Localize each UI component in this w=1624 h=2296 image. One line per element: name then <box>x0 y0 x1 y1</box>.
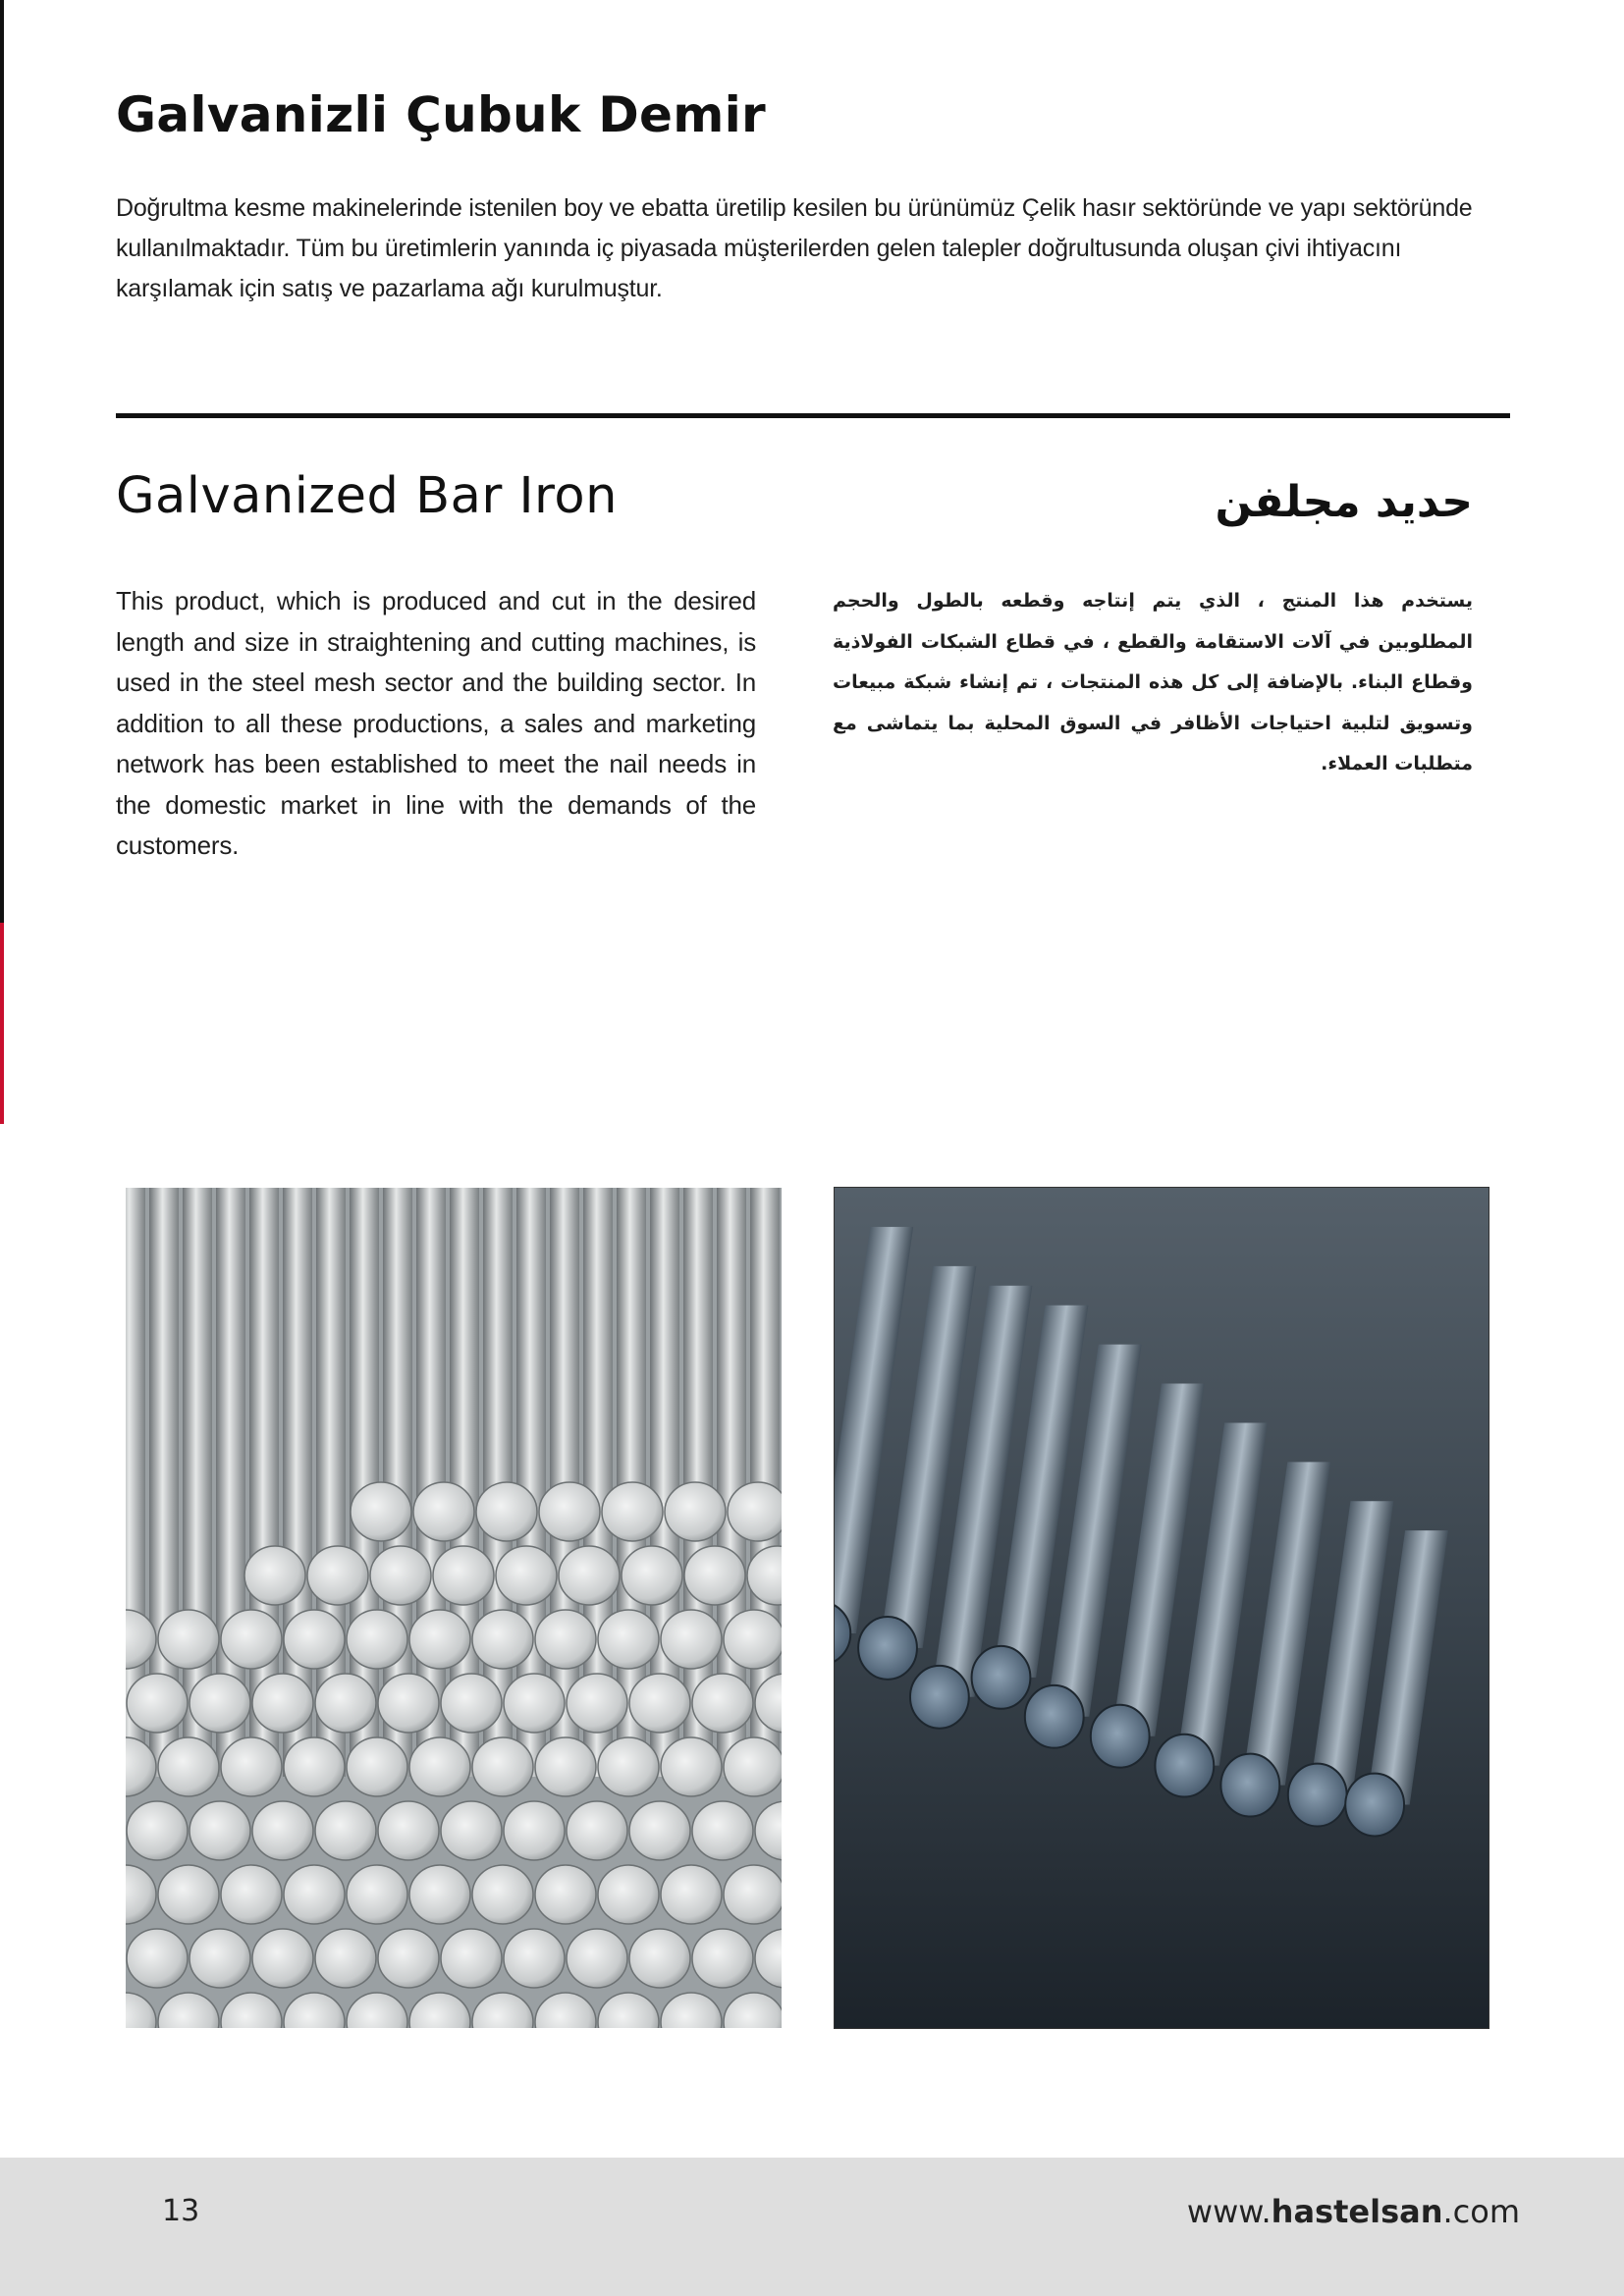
website-suffix: .com <box>1442 2193 1520 2230</box>
english-body: This product, which is produced and cut in the desired length and size in straightening and cutting machines, is used in the steel mesh sector and the building sector. In addition to all these productions, a sales and marketing network has been established to meet the nail needs in the domestic market in line with the demands of the customers. <box>116 586 756 860</box>
steel-bars-photo <box>126 1188 782 2028</box>
page-number: 13 <box>162 2194 200 2228</box>
section-divider <box>116 413 1510 418</box>
turkish-title: Galvanizli Çubuk Demir <box>116 86 767 143</box>
website-prefix: www. <box>1186 2193 1272 2230</box>
website-brand: hastelsan <box>1271 2193 1443 2230</box>
turkish-body: Doğrultma kesme makinelerinde istenilen boy ve ebatta üretilip kesilen bu ürünümüz Çelik hasır sektöründe ve yapı sektöründe kullanılmaktadır. Tüm bu üretimlerin yanında iç piyasada müşterilerden gelen talepler doğrultusunda oluşan çivi ihtiyacını karşılamak için satış ve pazarlama ağı kurulmuştur. <box>116 194 1473 302</box>
edge-bar-black <box>0 0 4 923</box>
arabic-title: حديد مجلفن <box>1215 477 1473 527</box>
website-link[interactable] <box>1187 2193 1520 2230</box>
english-title: Galvanized Bar Iron <box>116 467 618 525</box>
galvanized-rods-photo-art <box>835 1188 1489 2028</box>
arabic-body: يستخدم هذا المنتج ، الذي يتم إنتاجه وقطعه بالطول والحجم المطلوبين في آلات الاستقامة والقطع ، في قطاع الشبكات الفولاذية وقطاع البناء. بالإضافة إلى كل هذه المنتجات ، تم إنشاء شبكة مبيعات وتسويق لتلبية احتياجات الأظافر في السوق المحلية بما يتماشى مع متطلبات العملاء. <box>833 590 1473 774</box>
galvanized-rods-photo <box>834 1187 1489 2029</box>
steel-bars-photo-art <box>126 1188 782 2028</box>
edge-bar-red <box>0 923 4 1124</box>
